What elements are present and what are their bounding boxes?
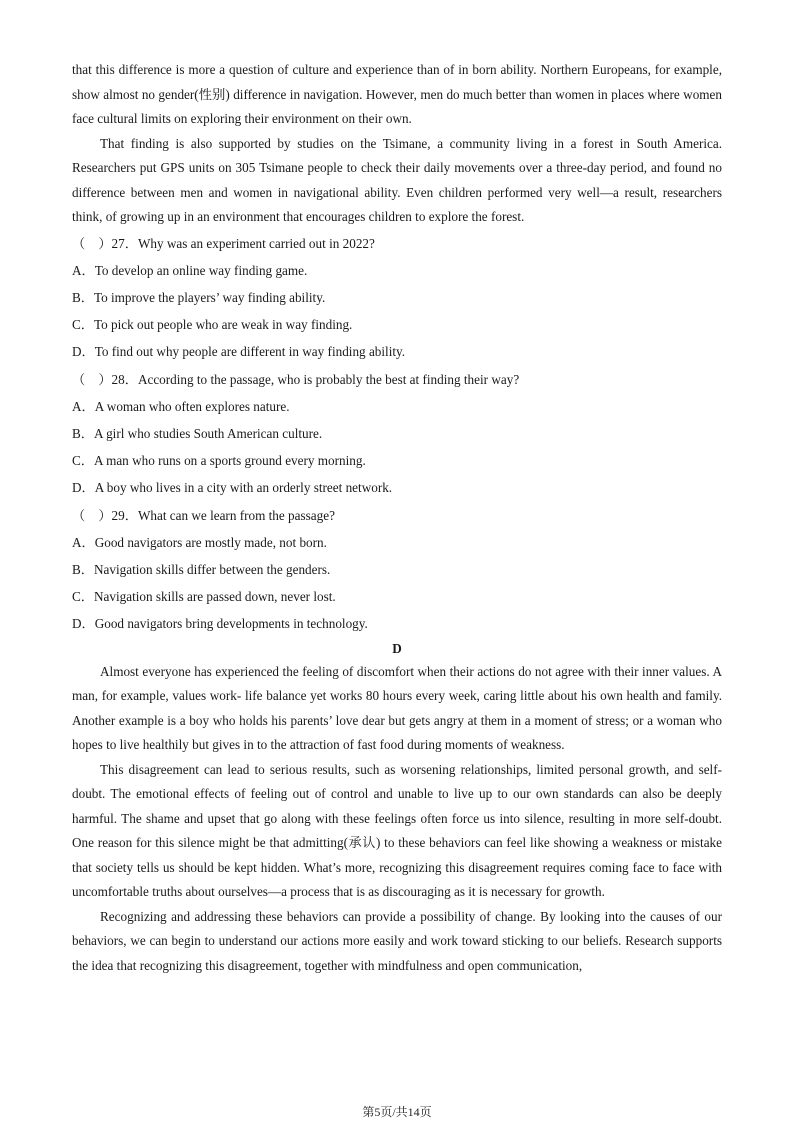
question-number: （ ）27． xyxy=(72,235,138,251)
question-number: （ ）29． xyxy=(72,507,138,523)
question-stem xyxy=(72,502,722,529)
question-number: （ ）28． xyxy=(72,371,138,387)
passage-c-paragraph-1: that this difference is more a question of culture and experience than of in born ability. Northern Europeans, for example, show almost no gender(性别) difference in navigation. However, men do much better than women in places where women face cultural limits on exploring their environment on their own. xyxy=(72,62,722,126)
question-28 xyxy=(72,366,722,502)
option-d: D．A boy who lives in a city with an orderly street network. xyxy=(72,480,393,496)
option-b: B．A girl who studies South American culture. xyxy=(72,425,323,441)
question-29 xyxy=(72,502,722,638)
passage-d-paragraph-2: This disagreement can lead to serious results, such as worsening relationships, limited personal growth, and self-doubt. The emotional effects of feeling out of control and unable to live up to our own standards can also be deeply harmful. The shame and upset that go along with these feelings often force us into silence, resulting in more self-doubt. One reason for this silence might be that admitting(承认) to these behaviors can feel like showing a weakness or mistake that society tells us should be kept hidden. What’s more, recognizing this disagreement requires coming face to face with uncomfortable truths about ourselves—a process that is as discouraging as it is necessary for growth. xyxy=(72,761,722,900)
question-text: What can we learn from the passage? xyxy=(137,507,335,523)
passage-c-paragraph-2: That finding is also supported by studies on the Tsimane, a community living in a forest in South America. Researchers put GPS units on 305 Tsimane people to check their daily movements over a three-day period, and found no difference between men and women in navigational ability. Even children performed very well—a result, researchers think, of growing up in an environment that encourages children to explore the forest. xyxy=(72,135,722,224)
option-b: B．To improve the players’ way finding ability. xyxy=(72,289,326,305)
option-b: B．Navigation skills differ between the genders. xyxy=(72,561,331,577)
option-d: D．Good navigators bring developments in technology. xyxy=(72,616,368,632)
option-c: C．Navigation skills are passed down, never lost. xyxy=(72,589,336,605)
page-content xyxy=(72,58,722,978)
question-stem xyxy=(72,366,722,393)
option-a: A．To develop an online way finding game. xyxy=(72,262,308,278)
option-a: A．Good navigators are mostly made, not born. xyxy=(72,534,327,550)
option-c: C．To pick out people who are weak in way finding. xyxy=(72,317,353,333)
section-heading-d: D xyxy=(392,640,402,656)
option-d: D．To find out why people are different in way finding ability. xyxy=(72,344,406,360)
passage-d-paragraph-1: Almost everyone has experienced the feeling of discomfort when their actions do not agree with their inner values. A man, for example, values work- life balance yet works 80 hours every week, caring little about his own health and family. Another example is a boy who holds his parents’ love dear but gets angry at them in a moment of stress; or a woman who hopes to live healthily but gives in to the attraction of fast food during moments of weakness. xyxy=(72,663,722,753)
question-27 xyxy=(72,230,722,366)
passage-d-paragraph-3: Recognizing and addressing these behaviors can provide a possibility of change. By looking into the causes of our behaviors, we can begin to understand our actions more easily and work toward sticking to our beliefs. Research supports the idea that recognizing this disagreement, together with mindfulness and open communication, xyxy=(72,908,722,973)
option-a: A．A woman who often explores nature. xyxy=(72,398,290,414)
question-text: Why was an experiment carried out in 2022? xyxy=(137,235,375,251)
page-footer: 第5页/共14页 xyxy=(362,1105,432,1119)
option-c: C．A man who runs on a sports ground every morning. xyxy=(72,453,366,469)
question-text: According to the passage, who is probably the best at finding their way? xyxy=(137,371,520,387)
question-stem xyxy=(72,230,722,257)
